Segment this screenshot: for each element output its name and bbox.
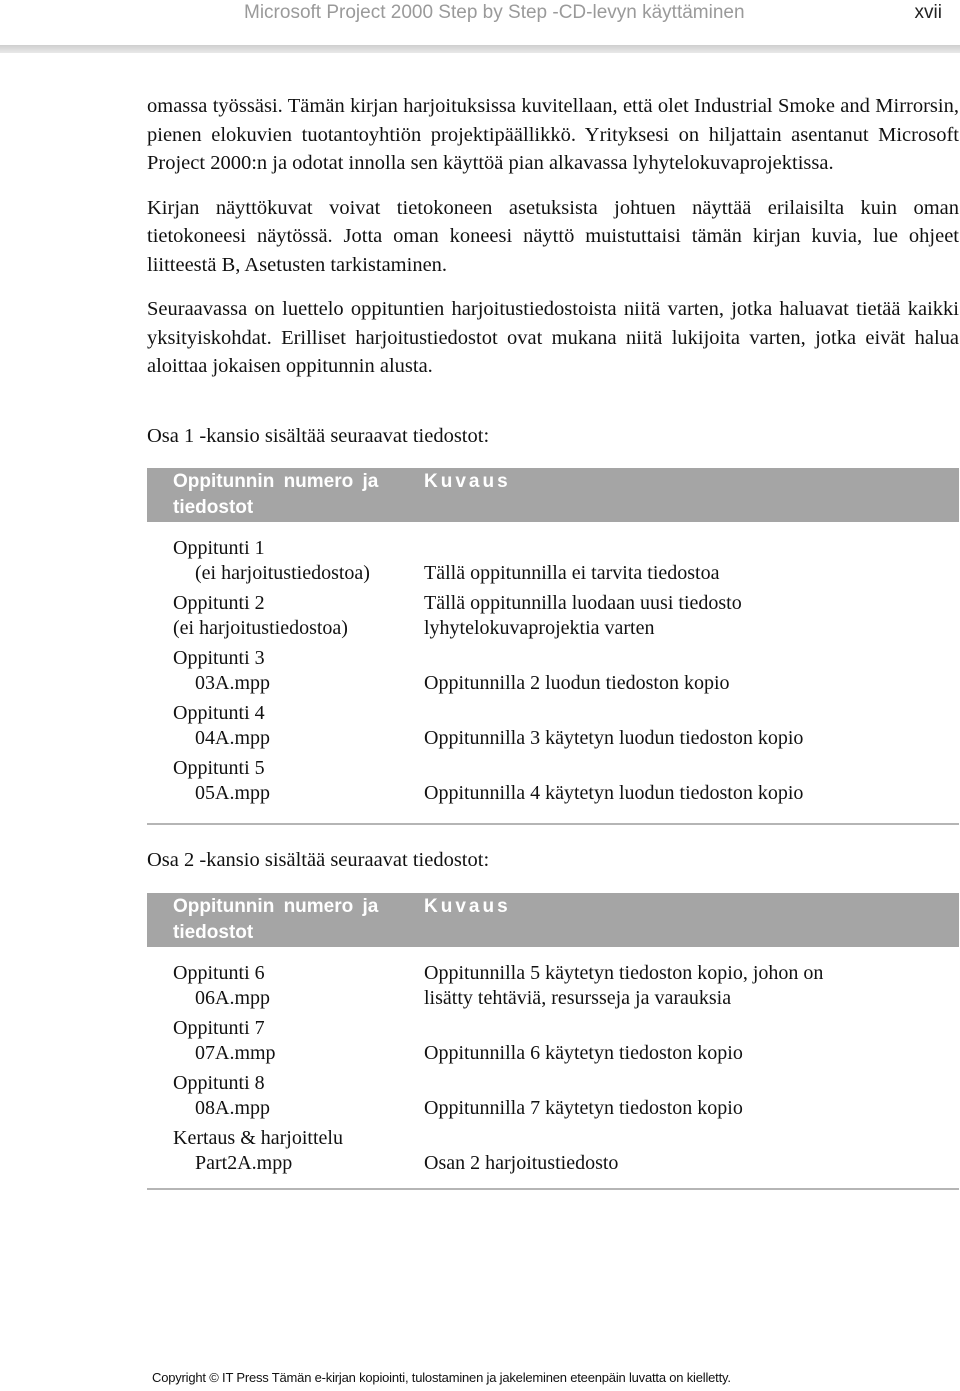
lesson-name: Oppitunti 2	[173, 592, 265, 614]
table-row	[147, 591, 959, 643]
page-header	[0, 0, 960, 30]
table-bottom-rule	[147, 1188, 959, 1190]
lesson-description: Oppitunnilla 2 luodun tiedoston kopio	[424, 672, 730, 694]
paragraph-3: Seuraavassa on luettelo oppituntien harjoitustiedostoista niitä varten, jotka haluavat tietää kaikki yksityiskohdat. Erilliset harjoitustiedostot ovat mukana niitä lukijoita varten, jotka eivät halua aloittaa jokaisen oppitunnin alusta.	[147, 298, 959, 377]
lesson-description: Oppitunnilla 4 käytetyn luodun tiedoston kopio	[424, 782, 804, 804]
lesson-description: Oppitunnilla 5 käytetyn tiedoston kopio, johon on	[424, 962, 824, 984]
lesson-file: 08A.mpp	[195, 1097, 270, 1119]
lesson-file: (ei harjoitustiedostoa)	[173, 617, 348, 639]
lesson-description: Tällä oppitunnilla ei tarvita tiedostoa	[424, 562, 720, 584]
lesson-name: Oppitunti 1	[173, 537, 265, 559]
lesson-name: Oppitunti 5	[173, 757, 265, 779]
lesson-name: Oppitunti 3	[173, 647, 265, 669]
paragraph-2: Kirjan näyttökuvat voivat tietokoneen asetuksista johtuen näyttää erilaisilta kuin oman tietokoneesi näytössä. Jotta oman koneesi näyttö muistuttaisi tämän kirjan kuvia, lue ohjeet liitteestä B, Asetusten tarkistaminen.	[147, 196, 959, 276]
lesson-description: Osan 2 harjoitustiedosto	[424, 1152, 619, 1174]
paragraph-1: omassa työssäsi. Tämän kirjan harjoituksissa kuvitellaan, että olet Industrial Smoke and Mirrorsin, pienen elokuvien tuotantoyhtiön projektipäällikkö. Yrityksesi on hiljattain asentanut Microsoft Project 2000:n ja odotat innolla sen käyttöä pian alkavassa lyhytelokuvaprojektissa.	[147, 95, 959, 174]
col-header-description: Kuvaus	[424, 471, 511, 492]
lesson-description-line2: lisätty tehtäviä, resursseja ja varauksia	[424, 987, 732, 1009]
lesson-file: 06A.mpp	[195, 987, 270, 1009]
running-title: Microsoft Project 2000 Step by Step -CD-levyn käyttäminen	[244, 2, 745, 23]
table-row	[147, 701, 959, 753]
lesson-description: Tällä oppitunnilla luodaan uusi tiedosto	[424, 592, 742, 614]
lesson-description: Oppitunnilla 7 käytetyn tiedoston kopio	[424, 1097, 743, 1119]
table-row	[147, 536, 959, 588]
lesson-file: Part2A.mpp	[195, 1152, 293, 1174]
copyright-footer: Copyright © IT Press Tämän e-kirjan kopiointi, tulostaminen ja jakeleminen eteenpäin luvatta on kielletty.	[152, 1370, 731, 1385]
lesson-file: 03A.mpp	[195, 672, 270, 694]
body-text	[147, 92, 959, 397]
col-header-lesson: Oppitunnin numero ja tiedostot	[173, 471, 379, 518]
part1-lead: Osa 1 -kansio sisältää seuraavat tiedostot:	[147, 425, 490, 447]
lesson-description: Oppitunnilla 6 käytetyn tiedoston kopio	[424, 1042, 743, 1064]
lesson-description-line2: lyhytelokuvaprojektia varten	[424, 617, 655, 639]
col-header-description: Kuvaus	[424, 896, 511, 917]
lesson-file: 04A.mpp	[195, 727, 270, 749]
lesson-file: 05A.mpp	[195, 782, 270, 804]
lesson-file: 07A.mmp	[195, 1042, 276, 1064]
lesson-description: Oppitunnilla 3 käytetyn luodun tiedoston kopio	[424, 727, 804, 749]
lesson-file: (ei harjoitustiedostoa)	[195, 562, 370, 584]
table-row	[147, 961, 959, 1013]
lesson-name: Oppitunti 4	[173, 702, 265, 724]
table-bottom-rule	[147, 823, 959, 825]
lesson-name: Oppitunti 7	[173, 1017, 265, 1039]
table-row	[147, 1126, 959, 1178]
table-row	[147, 1016, 959, 1068]
lesson-name: Kertaus & harjoittelu	[173, 1127, 343, 1149]
table-row	[147, 646, 959, 698]
page-number: xvii	[914, 2, 942, 23]
part2-lead: Osa 2 -kansio sisältää seuraavat tiedostot:	[147, 849, 490, 871]
part2-table-header	[147, 893, 959, 947]
table-row	[147, 1071, 959, 1123]
lesson-name: Oppitunti 8	[173, 1072, 265, 1094]
col-header-lesson: Oppitunnin numero ja tiedostot	[173, 896, 379, 943]
part2-table	[147, 893, 959, 1174]
table-row	[147, 756, 959, 808]
part1-table	[147, 468, 959, 804]
part1-table-header	[147, 468, 959, 522]
header-divider	[0, 45, 960, 53]
lesson-name: Oppitunti 6	[173, 962, 265, 984]
